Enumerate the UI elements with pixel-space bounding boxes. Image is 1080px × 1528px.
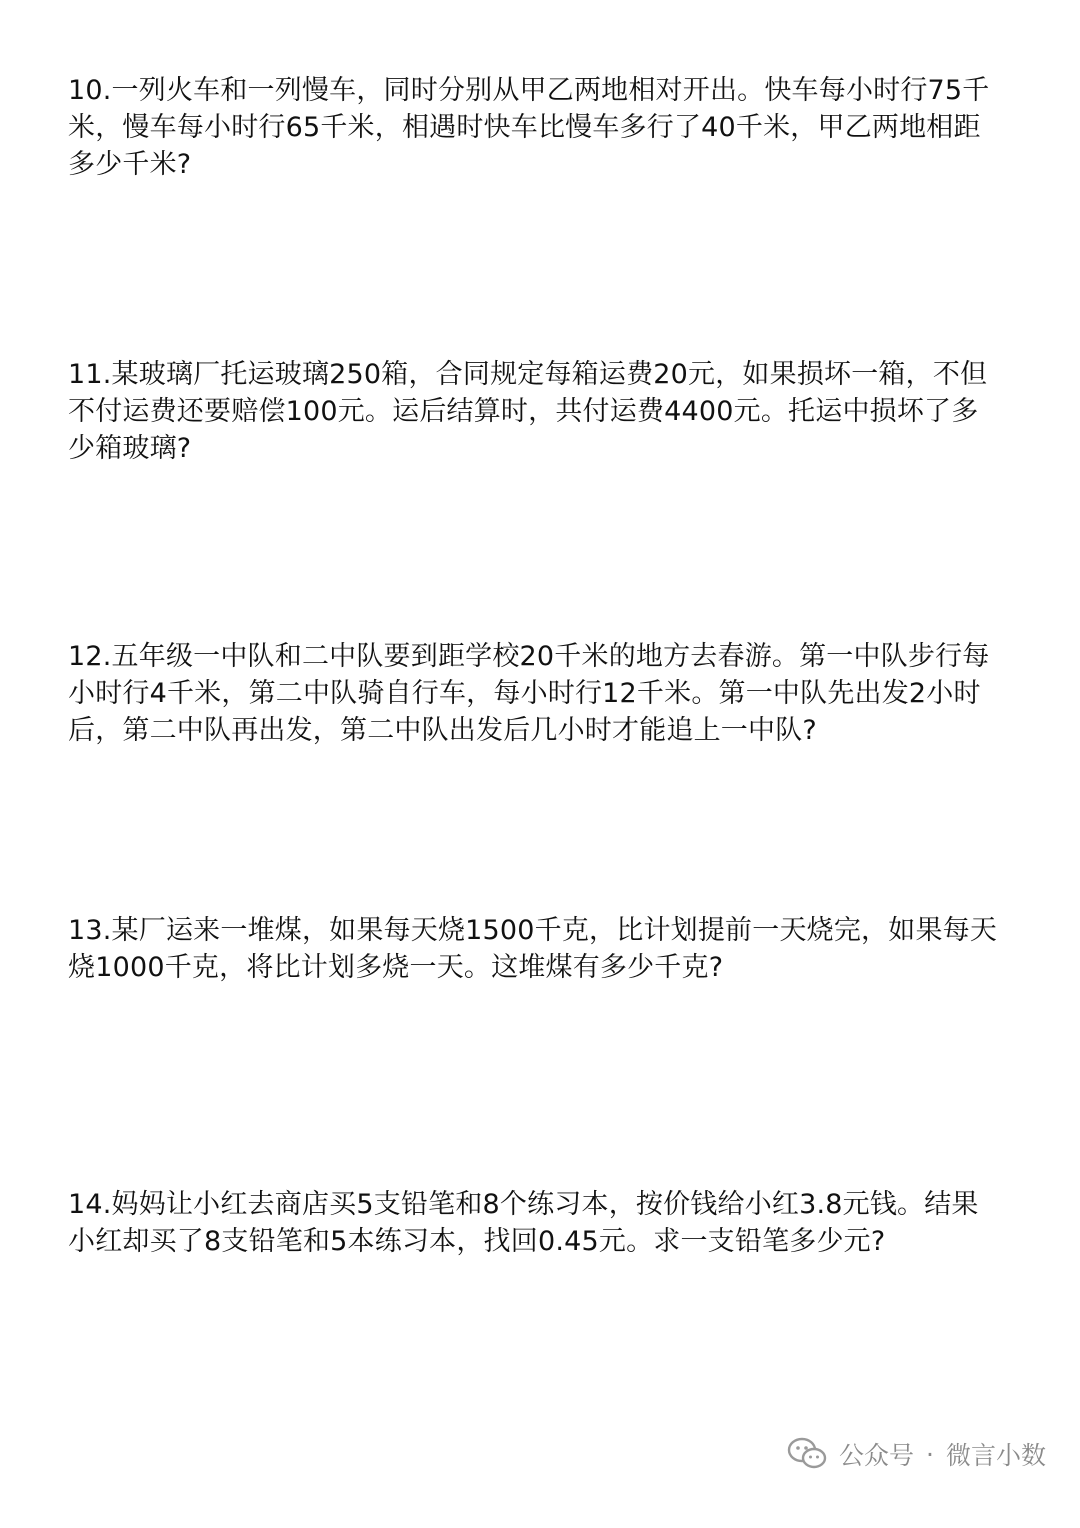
problem-10: 10.一列火车和一列慢车，同时分别从甲乙两地相对开出。快车每小时行75千米，慢车每小时行65千米，相遇时快车比慢车多行了40千米，甲乙两地相距多少千米? — [68, 75, 990, 180]
problem-13: 13.某厂运来一堆煤，如果每天烧1500千克，比计划提前一天烧完，如果每天烧1000千克，将比计划多烧一天。这堆煤有多少千克? — [68, 915, 998, 983]
watermark-separator: · — [926, 1439, 934, 1469]
problem-11: 11.某玻璃厂托运玻璃250箱，合同规定每箱运费20元，如果损坏一箱，不但不付运费还要赔偿100元。运后结算时，共付运费4400元。托运中损坏了多少箱玻璃? — [68, 359, 988, 464]
watermark — [787, 1434, 1046, 1474]
wechat-icon — [787, 1437, 827, 1471]
watermark-account: 微言小数 — [945, 1441, 1046, 1470]
problem-12: 12.五年级一中队和二中队要到距学校20千米的地方去春游。第一中队步行每小时行4千米，第二中队骑自行车，每小时行12千米。第一中队先出发2小时后，第二中队再出发，第二中队出发后几小时才能追上一中队? — [68, 641, 990, 746]
problem-14: 14.妈妈让小红去商店买5支铅笔和8个练习本，按价钱给小红3.8元钱。结果小红却买了8支铅笔和5本练习本，找回0.45元。求一支铅笔多少元? — [68, 1189, 979, 1257]
watermark-label: 公众号 — [839, 1441, 915, 1470]
